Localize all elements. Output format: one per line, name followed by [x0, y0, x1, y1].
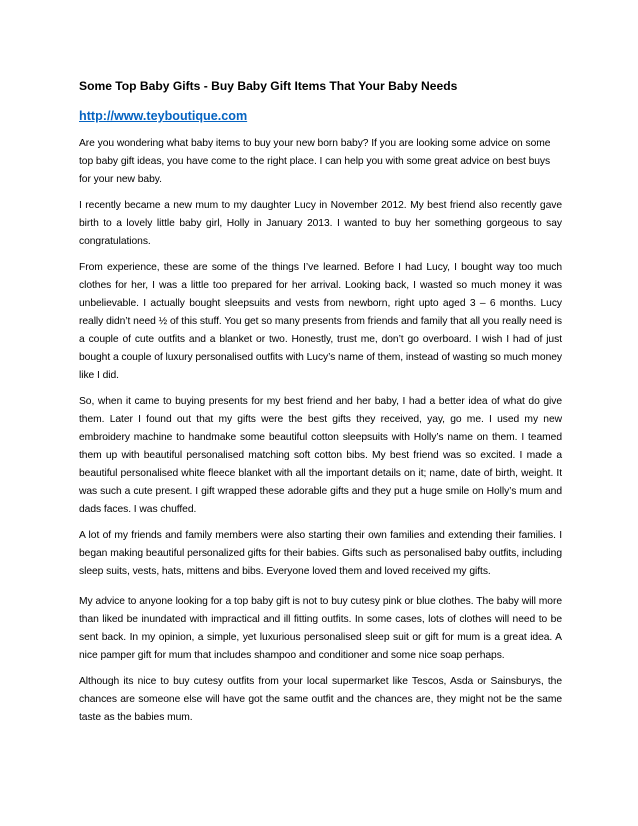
- paragraph-friends-family: A lot of my friends and family members were also starting their own families and extending their families. I began making beautiful personalized gifts for their babies. Gifts such as personalised baby outfits, including sleep suits, vests, hats, mittens and bibs. Everyone loved them and loved received my gifts.: [79, 530, 562, 577]
- paragraph-supermarket: Although its nice to buy cutesy outfits from your local supermarket like Tescos, Asda or Sainsburys, the chances are someone else will have got the same outfit and the chances are, they might not be the same taste as the babies mum.: [79, 676, 562, 723]
- document-page: [79, 78, 562, 735]
- paragraph-experience: From experience, these are some of the things I’ve learned. Before I had Lucy, I bought way too much clothes for her, I was a little too prepared for her arrival. Looking back, I wasted so much money it was unbelievable. I actually bought sleepsuits and vests from newborn, right upto aged 3 – 6 months. Lucy really didn’t need ½ of this stuff. You get so many presents from friends and family that all you really need is a couple of cute outfits and a blanket or two. Honestly, trust me, don’t go overboard. I wish I had of just bought a couple of luxury personalised outfits with Lucy’s name of them, instead of wasting so much money like I did.: [79, 262, 562, 381]
- paragraph-intro: Are you wondering what baby items to buy your new born baby? If you are looking some advice on some top baby gift ideas, you have come to the right place. I can help you with some great advice on best buys for your new baby.: [79, 138, 551, 185]
- document-title: Some Top Baby Gifts - Buy Baby Gift Items That Your Baby Needs: [79, 79, 458, 93]
- paragraph-new-mum: I recently became a new mum to my daughter Lucy in November 2012. My best friend also recently gave birth to a lovely little baby girl, Holly in January 2013. I wanted to buy her something gorgeous to say congratulations.: [79, 200, 562, 247]
- paragraph-buying-presents: So, when it came to buying presents for my best friend and her baby, I had a better idea of what do give them. Later I found out that my gifts were the best gifts they received, yay, go me. I used my new embroidery machine to handmake some beautiful cotton sleepsuits with Holly’s name on them. I teamed them up with beautiful personalised matching soft cotton bibs. My best friend was so excited. I made a beautiful personalised white fleece blanket with all the important details on it; name, date of birth, weight. It was such a cute present. I gift wrapped these adorable gifts and they put a huge smile on Holly’s mum and dads faces. I was chuffed.: [79, 396, 562, 515]
- paragraph-advice: My advice to anyone looking for a top baby gift is not to buy cutesy pink or blue clothes. The baby will more than liked be inundated with impractical and ill fitting outfits. In some cases, lots of clothes will need to be sent back. In my opinion, a simple, yet luxurious personalised sleep suit or gift for mum is a great idea. A nice pamper gift for mum that includes shampoo and conditioner and some nice soap perhaps.: [79, 596, 562, 661]
- website-link[interactable]: http://www.teyboutique.com: [79, 109, 248, 123]
